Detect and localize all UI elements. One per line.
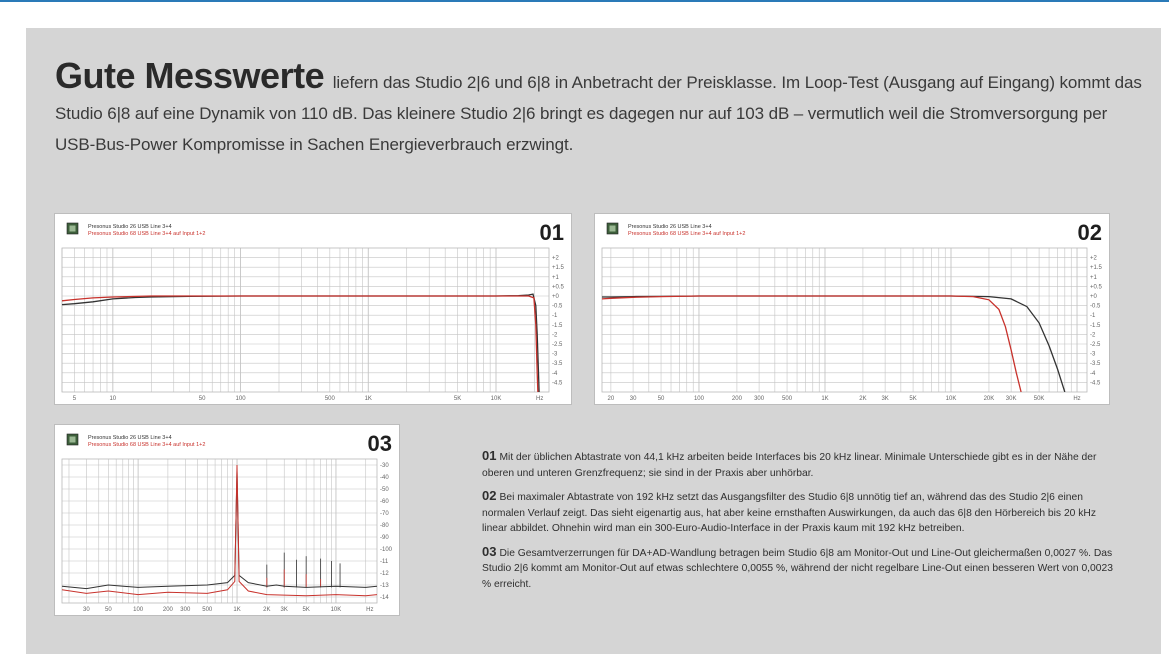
- legend-entry: Presonus Studio 26 USB Line 3+4: [628, 224, 712, 230]
- y-tick-label: -60: [380, 499, 389, 505]
- x-tick-label: 3K: [881, 396, 889, 402]
- y-tick-label: -50: [380, 487, 389, 493]
- x-tick-label: 30: [629, 396, 637, 402]
- y-tick-label: -11: [380, 559, 389, 565]
- y-tick-label: -4: [552, 370, 558, 377]
- caption-text: Bei maximaler Abtastrate von 192 kHz setzt das Ausgangsfilter des Studio 6|8 unnötig tief an, während das des Studio 2|6 einen normalen Verlauf zeigt. Das sieht eigenartig aus, hat aber keine ernsthaften Auswirkungen, da auch das 6|8 den Hörbereich bis 20 kHz linear abbildet. Ohnehin wird man ein 300-Euro-Audio-Interface in der Praxis kaum mit 192 kHz betreiben.: [482, 492, 1096, 534]
- x-tick-label: 30K: [1005, 396, 1017, 402]
- x-tick-label: Hz: [366, 607, 374, 613]
- x-tick-label: 20: [607, 396, 615, 402]
- y-tick-label: -80: [380, 523, 389, 529]
- x-tick-label: 1K: [364, 396, 372, 402]
- x-tick-label: 200: [731, 396, 742, 402]
- caption-number: 02: [482, 488, 497, 503]
- y-tick-label: -4.5: [1090, 380, 1101, 387]
- x-tick-label: 500: [782, 396, 793, 402]
- x-tick-label: 100: [693, 396, 704, 402]
- x-tick-label: 1K: [233, 607, 241, 613]
- legend-icon-inner: [70, 437, 76, 443]
- y-tick-label: -3.5: [1090, 361, 1101, 368]
- x-tick-label: 500: [202, 607, 213, 613]
- chart-svg: [595, 214, 1109, 404]
- chart-number: 01: [539, 220, 564, 245]
- y-tick-label: -100: [380, 547, 393, 553]
- x-tick-label: 200: [162, 607, 173, 613]
- x-tick-label: 5K: [453, 396, 462, 402]
- y-tick-label: +1: [552, 274, 559, 281]
- x-tick-label: 1K: [821, 396, 829, 402]
- x-tick-label: 2K: [859, 396, 867, 402]
- y-tick-label: +0: [552, 294, 559, 300]
- y-tick-label: -1.5: [552, 322, 563, 329]
- caption-03: [482, 544, 1122, 593]
- x-tick-label: 300: [754, 396, 765, 402]
- y-tick-label: +2: [552, 255, 559, 262]
- y-tick-label: -0.5: [552, 303, 563, 310]
- caption-01: [482, 448, 1122, 481]
- y-tick-label: -2.5: [1090, 342, 1101, 348]
- y-tick-label: +1.5: [552, 265, 564, 272]
- y-tick-label: -13: [380, 583, 389, 589]
- y-tick-label: -3: [1090, 351, 1096, 358]
- chart-number: 02: [1077, 220, 1102, 245]
- intro-text: liefern das Studio 2|6 und 6|8 in Anbetracht der Preisklasse. Im Loop-Test (Ausgang auf Eingang) kommt das Studio 6|8 auf eine Dynamik von 110 dB. Das kleinere Studio 2|6 bringt es dagegen nur auf 103 dB – vermutlich weil die Stromversorgung per USB-Bus-Power Kompromisse in Sachen Energieverbrauch erzwingt.: [55, 73, 1142, 154]
- legend-icon-inner: [610, 226, 616, 232]
- legend-entry: Presonus Studio 68 USB Line 3+4 auf Input 1+2: [628, 231, 746, 237]
- x-tick-label: 50: [105, 607, 112, 613]
- chart-number: 03: [367, 431, 392, 456]
- x-tick-label: 500: [324, 396, 335, 402]
- y-tick-label: -1: [1090, 313, 1096, 320]
- y-tick-label: -12: [380, 571, 389, 577]
- series-line-studio-68: [62, 465, 377, 596]
- caption-number: 01: [482, 448, 497, 463]
- y-tick-label: +0.5: [552, 284, 564, 291]
- x-tick-label: 300: [180, 607, 191, 613]
- y-tick-label: -30: [380, 463, 389, 469]
- y-tick-label: -2.5: [552, 342, 563, 348]
- y-tick-label: -4.5: [552, 380, 563, 387]
- plot-frame: [62, 459, 377, 603]
- x-tick-label: 100: [235, 396, 246, 402]
- x-tick-label: Hz: [536, 396, 544, 402]
- x-tick-label: 50K: [1033, 396, 1045, 402]
- y-tick-label: -3: [552, 351, 558, 358]
- legend-icon-inner: [70, 226, 76, 232]
- y-tick-label: -2: [1090, 332, 1096, 339]
- x-tick-label: 10K: [945, 396, 957, 402]
- y-tick-label: +2: [1090, 255, 1097, 262]
- series-line-studio-26: [62, 471, 377, 589]
- x-tick-label: 10: [109, 396, 117, 402]
- y-tick-label: +1.5: [1090, 265, 1102, 272]
- y-tick-label: -90: [380, 535, 389, 541]
- plot-frame: [602, 248, 1087, 392]
- caption-number: 03: [482, 543, 497, 559]
- y-tick-label: -70: [380, 511, 389, 517]
- y-tick-label: -0.5: [1090, 303, 1101, 310]
- caption-text: Mit der üblichen Abtastrate von 44,1 kHz arbeiten beide Interfaces bis 20 kHz linear. Minimale Unterschiede gibt es in der Nähe der oberen und unteren Grenzfrequenz; sie sind in der Praxis aber unhörbar.: [482, 452, 1097, 479]
- legend-entry: Presonus Studio 26 USB Line 3+4: [88, 224, 172, 230]
- y-tick-label: -2: [552, 332, 558, 339]
- intro-paragraph: [55, 55, 1145, 160]
- y-tick-label: -1: [552, 313, 558, 320]
- y-tick-label: -40: [380, 475, 389, 481]
- x-tick-label: 5K: [302, 607, 310, 613]
- caption-text: Die Gesamtverzerrungen für DA+AD-Wandlung betragen beim Studio 6|8 am Monitor-Out und Line-Out gleichermaßen 0,0027 %. Das Studio 2|6 kommt am Monitor-Out auf etwas schlechtere 0,0055 %, während der nicht regelbare Line-Out einen besseren Wert von 0,0023 % erreicht.: [482, 547, 1113, 590]
- x-tick-label: 20K: [983, 396, 995, 402]
- caption-02: [482, 488, 1122, 537]
- y-tick-label: -3.5: [552, 361, 563, 368]
- x-tick-label: 30: [83, 607, 90, 613]
- y-tick-label: +1: [1090, 274, 1097, 281]
- x-tick-label: 10K: [330, 607, 342, 613]
- series-line-studio-26: [62, 294, 540, 404]
- x-tick-label: 10K: [490, 396, 502, 402]
- x-tick-label: 2K: [263, 607, 271, 613]
- series-line-studio-68: [62, 296, 539, 404]
- chart-03: [54, 424, 400, 616]
- x-tick-label: 5: [72, 396, 77, 402]
- chart-02: [594, 213, 1110, 405]
- x-tick-label: 3K: [280, 607, 288, 613]
- legend-entry: Presonus Studio 26 USB Line 3+4: [88, 435, 172, 441]
- x-tick-label: 5K: [909, 396, 917, 402]
- x-tick-label: Hz: [1073, 396, 1081, 402]
- x-tick-label: 50: [657, 396, 665, 402]
- headline: Gute Messwerte: [55, 55, 325, 96]
- y-tick-label: +0.5: [1090, 284, 1102, 291]
- legend-entry: Presonus Studio 68 USB Line 3+4 auf Input 1+2: [88, 442, 206, 448]
- chart-svg: [55, 425, 399, 615]
- caption-block: [482, 448, 1122, 599]
- top-rule: [0, 0, 1169, 2]
- y-tick-label: -1.5: [1090, 322, 1101, 329]
- legend-entry: Presonus Studio 68 USB Line 3+4 auf Input 1+2: [88, 231, 206, 237]
- y-tick-label: -4: [1090, 370, 1096, 377]
- chart-svg: [55, 214, 571, 404]
- chart-01: [54, 213, 572, 405]
- y-tick-label: +0: [1090, 294, 1097, 300]
- x-tick-label: 50: [198, 396, 206, 402]
- x-tick-label: 100: [133, 607, 144, 613]
- y-tick-label: -14: [380, 595, 389, 601]
